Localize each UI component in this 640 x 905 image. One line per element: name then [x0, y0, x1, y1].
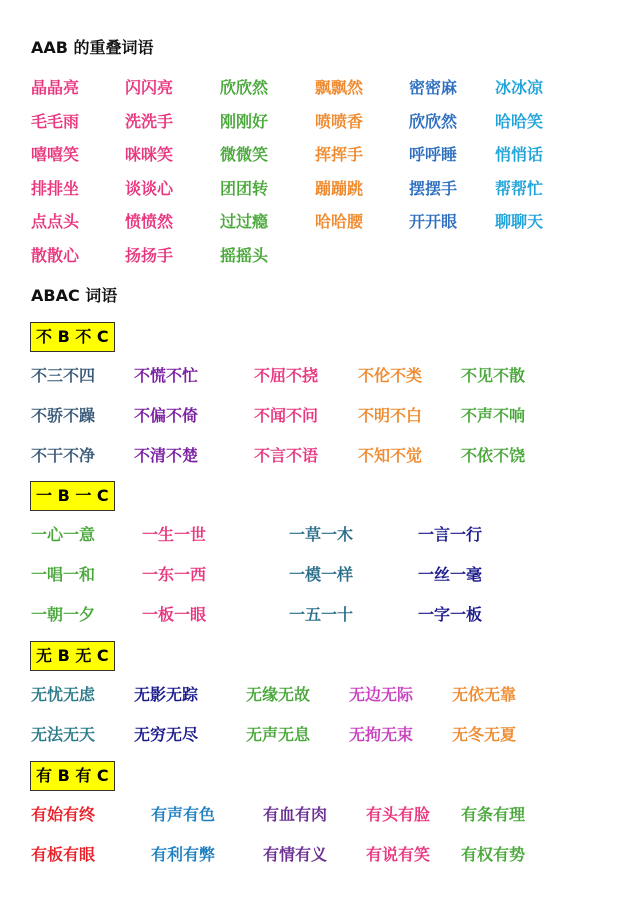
abac-word: 无拘无束 [349, 725, 414, 744]
abac-word: 无影无踪 [134, 685, 199, 704]
aab-word: 过过瘾 [220, 212, 269, 231]
aab-word: 晶晶亮 [31, 78, 80, 97]
abac-word: 一生一世 [142, 525, 207, 544]
pattern-tag: 不 B 不 C [30, 322, 115, 352]
abac-word: 不见不散 [461, 366, 526, 385]
aab-word: 谈谈心 [125, 179, 174, 198]
abac-word: 不慌不忙 [134, 366, 199, 385]
aab-word: 闪闪亮 [125, 78, 174, 97]
abac-word: 有板有眼 [31, 845, 96, 864]
abac-word: 不清不楚 [134, 446, 199, 465]
abac-word: 一草一木 [289, 525, 354, 544]
abac-word: 不干不净 [31, 446, 96, 465]
aab-word: 愤愤然 [125, 212, 174, 231]
aab-word: 刚刚好 [220, 112, 269, 131]
aab-word: 嘻嘻笑 [31, 145, 80, 164]
abac-word: 一朝一夕 [31, 605, 96, 624]
abac-word: 无声无息 [246, 725, 311, 744]
aab-word: 毛毛雨 [31, 112, 80, 131]
abac-word: 不依不饶 [461, 446, 526, 465]
aab-word: 喷喷香 [315, 112, 364, 131]
aab-word: 飘飘然 [315, 78, 364, 97]
abac-word: 有条有理 [461, 805, 526, 824]
aab-word: 洗洗手 [125, 112, 174, 131]
aab-word: 挥挥手 [315, 145, 364, 164]
abac-word: 一东一西 [142, 565, 207, 584]
aab-word: 悄悄话 [495, 145, 544, 164]
aab-word: 哈哈笑 [495, 112, 544, 131]
abac-word: 一丝一毫 [418, 565, 483, 584]
aab-word: 开开眼 [409, 212, 458, 231]
abac-word: 有说有笑 [366, 845, 431, 864]
aab-word: 排排坐 [31, 179, 80, 198]
aab-word: 冰冰凉 [495, 78, 544, 97]
abac-word: 无依无靠 [452, 685, 517, 704]
abac-word: 无忧无虑 [31, 685, 96, 704]
aab-word: 蹦蹦跳 [315, 179, 364, 198]
pattern-tag: 无 B 无 C [30, 641, 115, 671]
aab-word: 点点头 [31, 212, 80, 231]
abac-word: 有权有势 [461, 845, 526, 864]
abac-word: 一五一十 [289, 605, 354, 624]
abac-word: 不三不四 [31, 366, 96, 385]
aab-word: 欣欣然 [220, 78, 269, 97]
abac-word: 不知不觉 [358, 446, 423, 465]
abac-word: 一唱一和 [31, 565, 96, 584]
aab-word: 微微笑 [220, 145, 269, 164]
abac-word: 一字一板 [418, 605, 483, 624]
aab-word: 扬扬手 [125, 246, 174, 265]
abac-word: 有头有脸 [366, 805, 431, 824]
abac-word: 无缘无故 [246, 685, 311, 704]
abac-word: 不偏不倚 [134, 406, 199, 425]
abac-word: 无冬无夏 [452, 725, 517, 744]
abac-word: 一板一眼 [142, 605, 207, 624]
abac-word: 不明不白 [358, 406, 423, 425]
abac-word: 一模一样 [289, 565, 354, 584]
section-title-abac: ABAC 词语 [31, 286, 118, 305]
aab-word: 哈哈腰 [315, 212, 364, 231]
abac-word: 无穷无尽 [134, 725, 199, 744]
aab-word: 密密麻 [409, 78, 458, 97]
abac-word: 无法无天 [31, 725, 96, 744]
aab-word: 呼呼睡 [409, 145, 458, 164]
aab-word: 欣欣然 [409, 112, 458, 131]
abac-word: 有声有色 [151, 805, 216, 824]
aab-word: 聊聊天 [495, 212, 544, 231]
abac-word: 有始有终 [31, 805, 96, 824]
abac-word: 一言一行 [418, 525, 483, 544]
abac-word: 无边无际 [349, 685, 414, 704]
aab-word: 摇摇头 [220, 246, 269, 265]
aab-word: 摆摆手 [409, 179, 458, 198]
abac-word: 不声不响 [461, 406, 526, 425]
abac-word: 有利有弊 [151, 845, 216, 864]
abac-word: 不骄不躁 [31, 406, 96, 425]
abac-word: 一心一意 [31, 525, 96, 544]
abac-word: 不闻不问 [254, 406, 319, 425]
abac-word: 有血有肉 [263, 805, 328, 824]
pattern-tag: 有 B 有 C [30, 761, 115, 791]
pattern-tag: 一 B 一 C [30, 481, 115, 511]
abac-word: 不言不语 [254, 446, 319, 465]
abac-word: 不伦不类 [358, 366, 423, 385]
abac-word: 不屈不挠 [254, 366, 319, 385]
aab-word: 咪咪笑 [125, 145, 174, 164]
aab-word: 团团转 [220, 179, 269, 198]
aab-word: 帮帮忙 [495, 179, 544, 198]
aab-word: 散散心 [31, 246, 80, 265]
section-title-aab: AAB 的重叠词语 [31, 38, 154, 57]
abac-word: 有情有义 [263, 845, 328, 864]
